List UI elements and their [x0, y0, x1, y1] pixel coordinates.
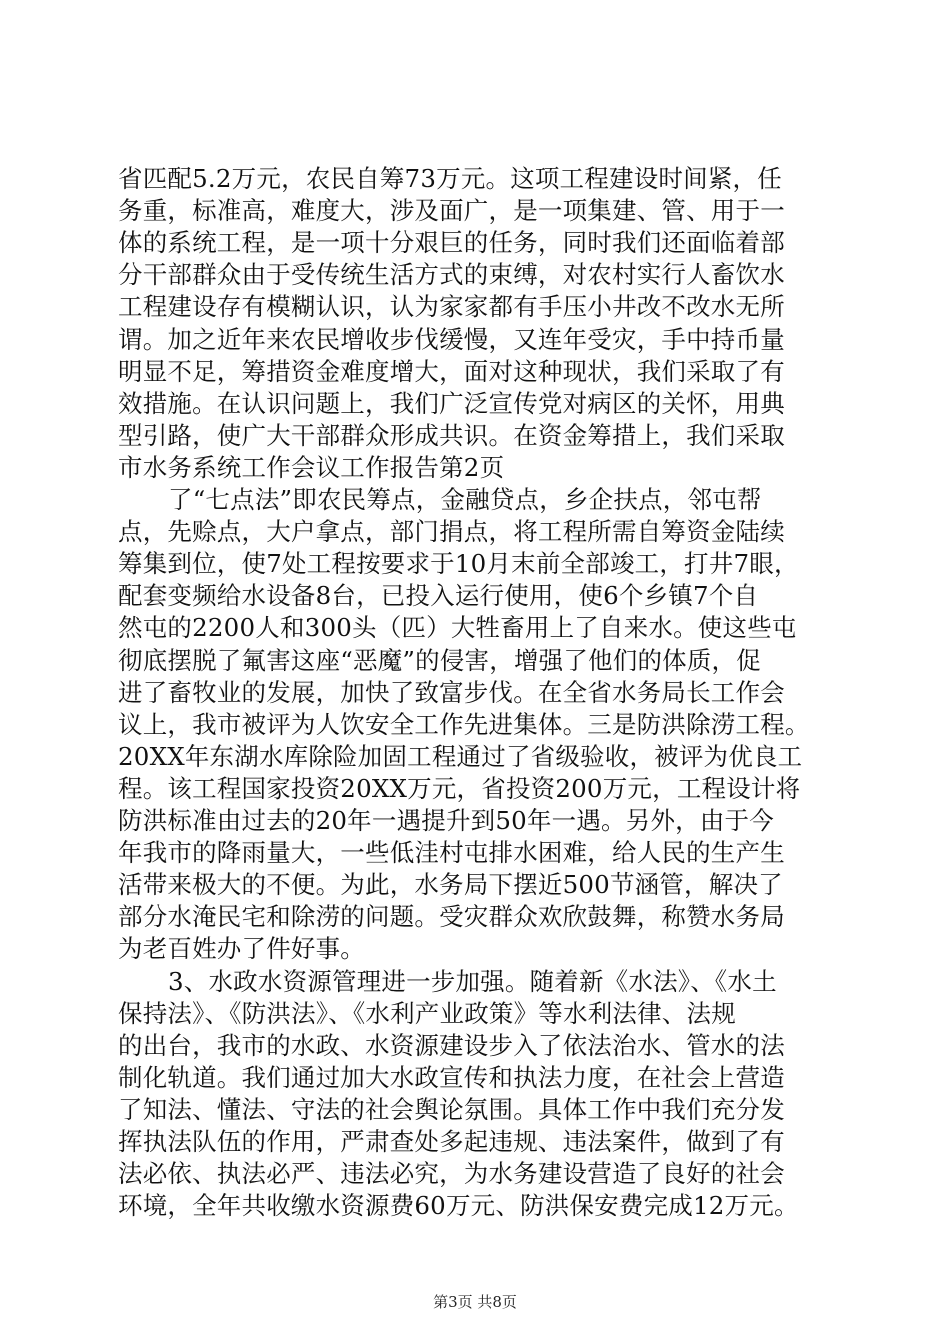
text-line: 务重，标准高，难度大，涉及面广，是一项集建、管、用于一 — [118, 196, 785, 226]
text-line: 的出台，我市的水政、水资源建设步入了依法治水、管水的法 — [118, 1030, 785, 1060]
text-line: 明显不足，筹措资金难度增大，面对这种现状，我们采取了有 — [118, 356, 785, 386]
text-line: 防洪标准由过去的20年一遇提升到50年一遇。另外，由于今 — [118, 806, 774, 835]
text-line: 然屯的2200人和300头（匹）大牲畜用上了自来水。使这些屯 — [118, 613, 797, 643]
text-line: 工程建设存有模糊认识，认为家家都有手压小井改不改水无所 — [118, 292, 785, 322]
text-line: 部分水淹民宅和除涝的问题。受灾群众欢欣鼓舞，称赞水务局 — [118, 902, 785, 932]
text-line: 年我市的降雨量大，一些低洼村屯排水困难，给人民的生产生 — [118, 838, 785, 868]
text-line: 进了畜牧业的发展，加快了致富步伐。在全省水务局长工作会 — [118, 677, 785, 707]
text-line: 型引路，使广大干部群众形成共识。在资金筹措上，我们采取 — [118, 420, 785, 450]
text-line: 环境，全年共收缴水资源费60万元、防洪保安费完成12万元。 — [118, 1191, 799, 1221]
text-line: 谓。加之近年来农民增收步伐缓慢，又连年受灾，手中持币量 — [118, 324, 785, 354]
text-line: 制化轨道。我们通过加大水政宣传和执法力度，在社会上营造 — [118, 1062, 785, 1092]
text-line: 为老百姓办了件好事。 — [118, 934, 365, 964]
text-line: 法必依、执法必严、违法必究，为水务建设营造了良好的社会 — [118, 1159, 785, 1189]
text-line: 程。该工程国家投资20XX万元，省投资200万元，工程设计将 — [118, 773, 801, 803]
text-line: 体的系统工程，是一项十分艰巨的任务，同时我们还面临着部 — [118, 228, 785, 258]
text-line: 20XX年东湖水库除险加固工程通过了省级验收，被评为优良工 — [118, 741, 803, 771]
text-line: 配套变频给水设备8台，已投入运行使用，使6个乡镇7个自 — [118, 581, 759, 611]
text-line: 市水务系统工作会议工作报告第2页 — [118, 452, 505, 482]
text-line: 彻底摆脱了氟害这座“恶魔”的侵害，增强了他们的体质，促 — [118, 645, 761, 675]
text-line: 分干部群众由于受传统生活方式的束缚，对农村实行人畜饮水 — [118, 260, 785, 290]
text-line: 省匹配5.2万元，农民自筹73万元。这项工程建设时间紧，任 — [118, 164, 782, 193]
text-line: 保持法》、《防洪法》、《水利产业政策》等水利法律、法规 — [118, 998, 736, 1028]
text-line: 了“七点法”即农民筹点，金融贷点，乡企扶点，邻屯帮 — [168, 485, 762, 514]
text-line: 活带来极大的不便。为此，水务局下摆近500节涵管，解决了 — [118, 870, 783, 900]
text-line: 点，先赊点，大户拿点，部门捐点，将工程所需自筹资金陆续 — [118, 517, 785, 547]
text-line: 筹集到位，使7处工程按要求于10月末前全部竣工，打井7眼， — [118, 549, 799, 579]
text-line: 3、水政水资源管理进一步加强。随着新《水法》、《水土 — [168, 966, 777, 996]
text-line: 效措施。在认识问题上，我们广泛宣传党对病区的关怀，用典 — [118, 388, 785, 418]
text-line: 挥执法队伍的作用，严肃查处多起违规、违法案件，做到了有 — [118, 1127, 785, 1156]
text-line: 了知法、懂法、守法的社会舆论氛围。具体工作中我们充分发 — [118, 1094, 785, 1124]
text-line: 议上，我市被评为人饮安全工作先进集体。三是防洪除涝工程。 — [118, 709, 810, 739]
page-footer: 第3页 共8页 — [433, 1293, 517, 1311]
